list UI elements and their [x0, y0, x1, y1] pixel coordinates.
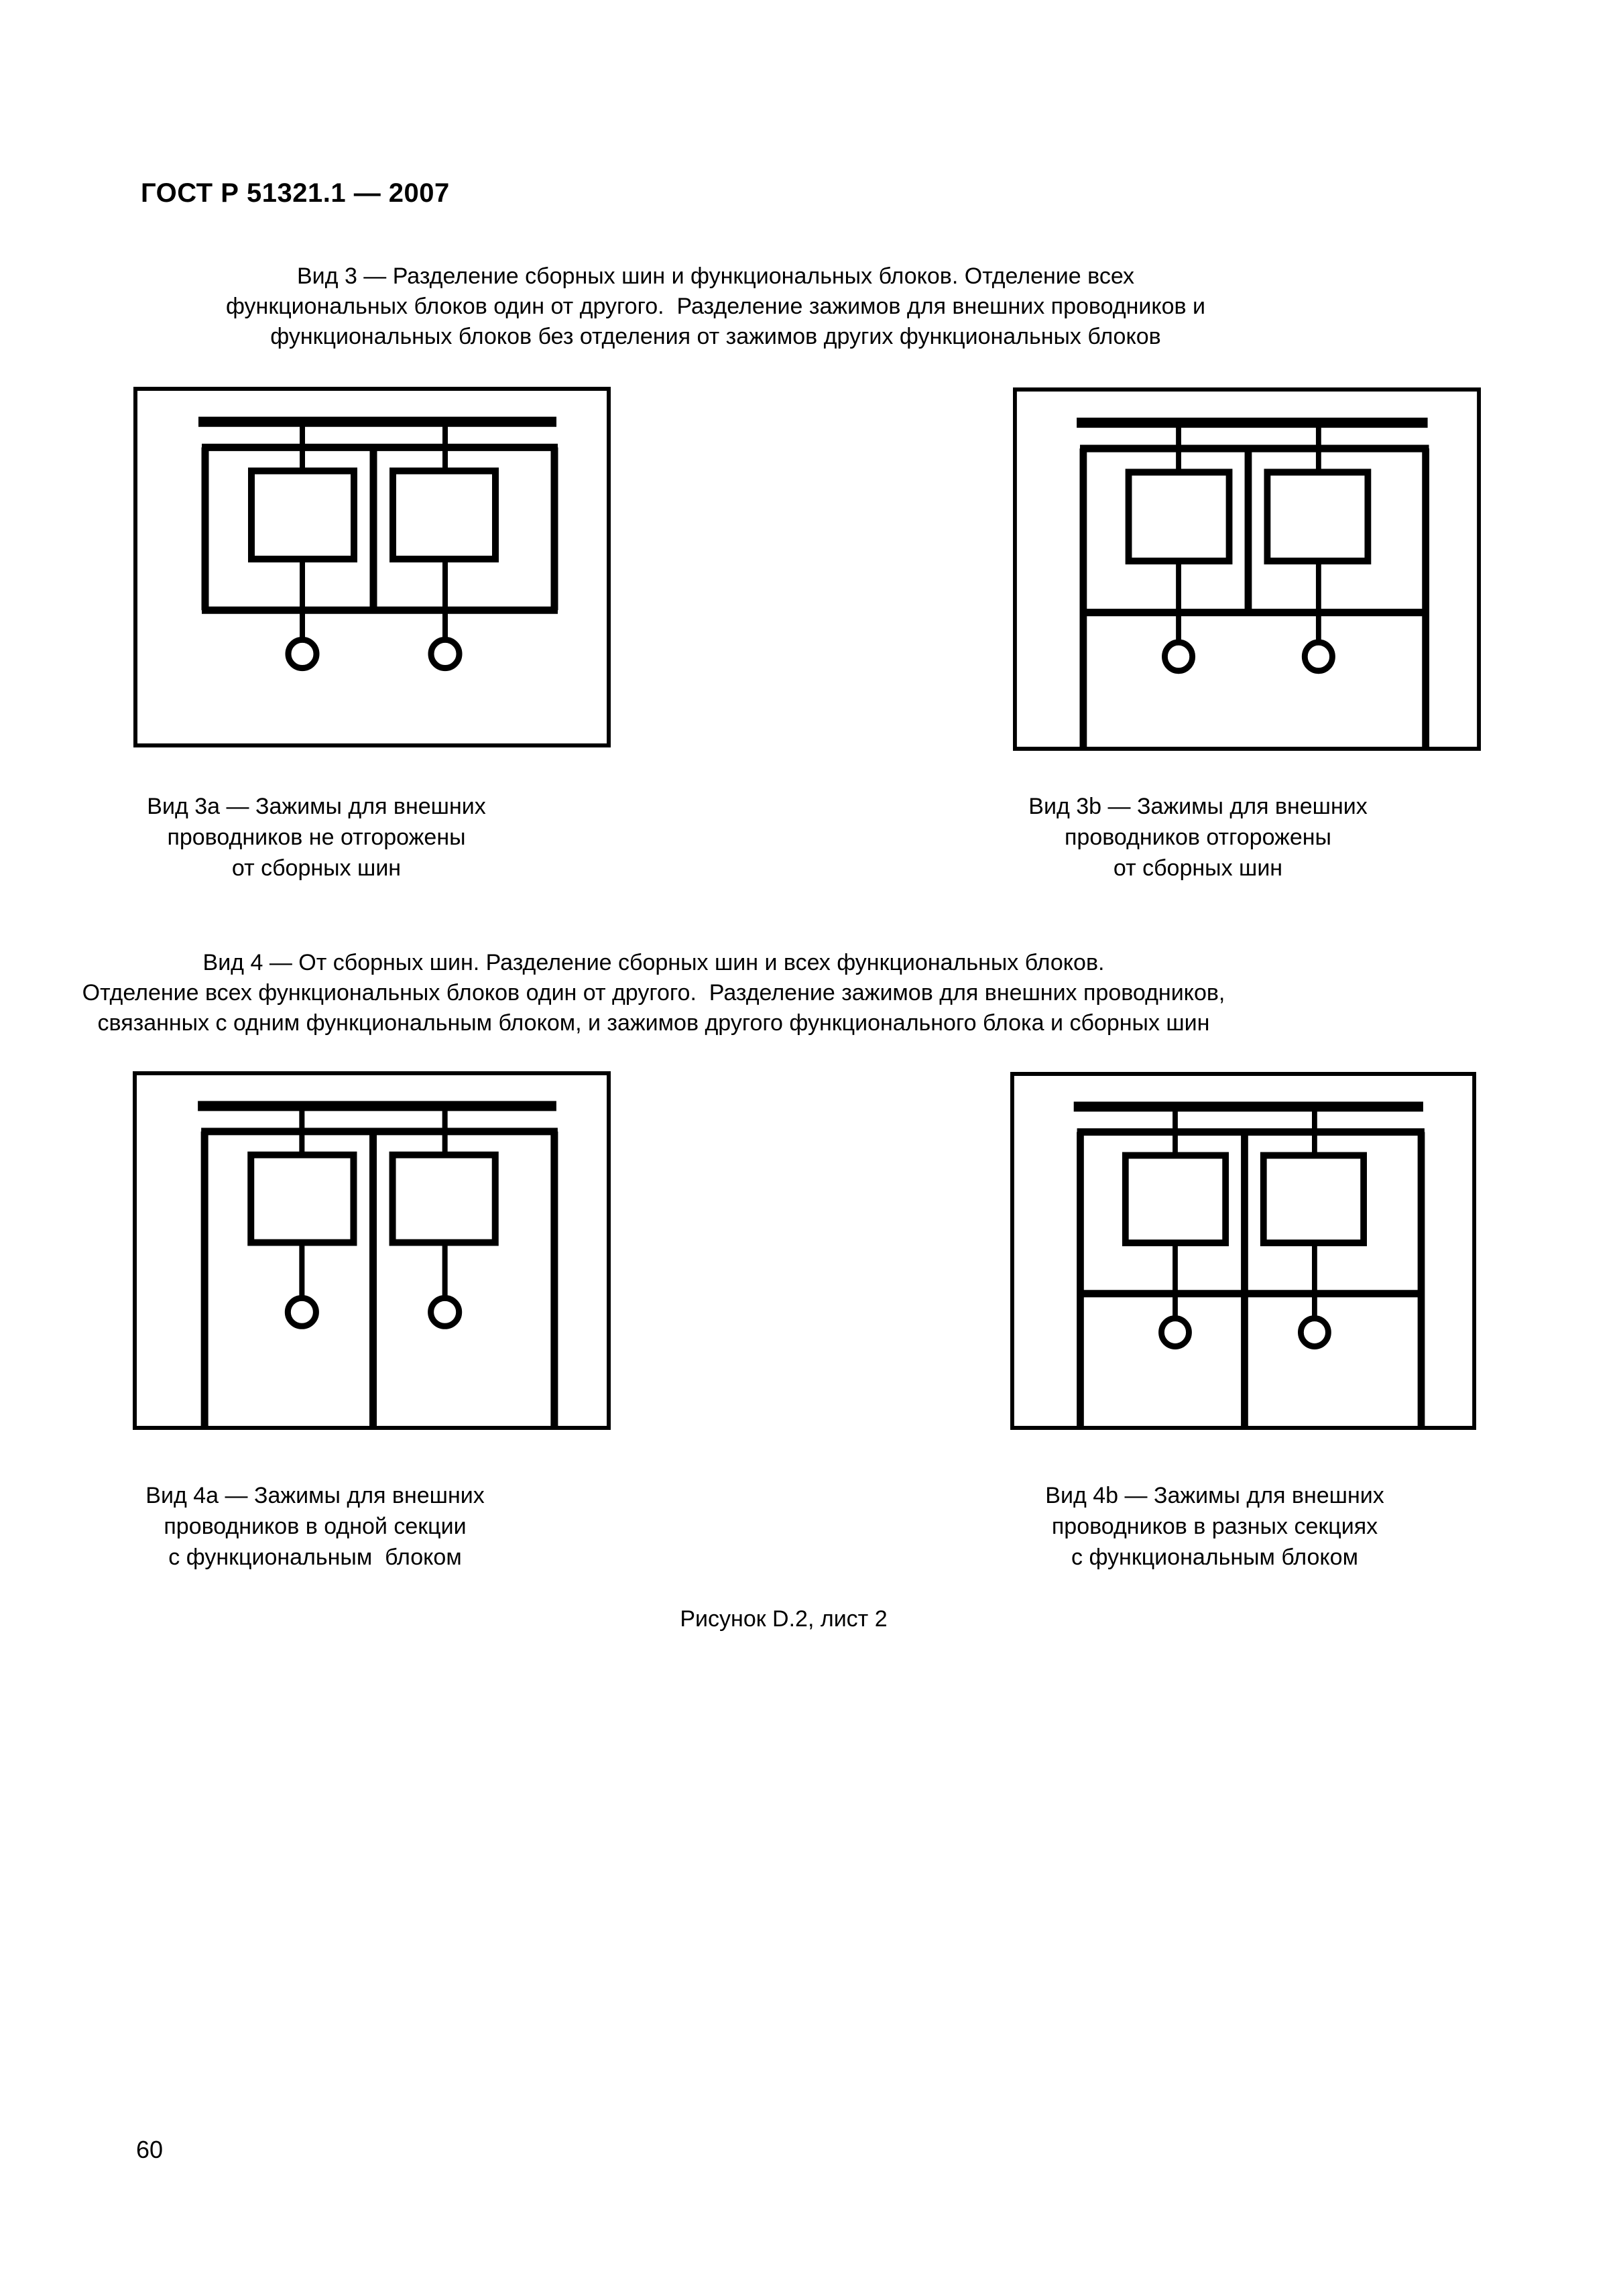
caption-view3-line2: функциональных блоков один от другого. Разделение зажимов для внешних проводников и [225, 294, 1206, 319]
external-terminal-left [1164, 642, 1192, 670]
caption-view3-line3: функциональных блоков без отделения от зажимов других функциональных блоков [270, 324, 1161, 349]
caption-view4b-line2: проводников в разных секциях [1051, 1514, 1378, 1539]
functional-block-right [393, 1155, 495, 1243]
functional-block-left [251, 471, 354, 558]
caption-view3-line1: Вид 3 — Разделение сборных шин и функциональных блоков. Отделение всех [297, 263, 1134, 289]
caption-view4 [57, 948, 1250, 1038]
functional-block-left [1129, 472, 1229, 560]
functional-block-right [1264, 1156, 1364, 1244]
diagram-view-3b [1013, 387, 1481, 751]
caption-view3a-line3: от сборных шин [231, 855, 402, 881]
external-terminal-left [288, 1298, 316, 1326]
caption-view4a-line3: с функциональным блоком [168, 1545, 462, 1570]
caption-view3b [997, 791, 1399, 884]
functional-block-right [393, 471, 495, 558]
external-terminal-right [1301, 1319, 1328, 1347]
external-terminal-right [431, 640, 459, 668]
caption-view4-line1: Вид 4 — От сборных шин. Разделение сборных шин и всех функциональных блоков. [202, 950, 1105, 975]
caption-view3b-line3: от сборных шин [1113, 855, 1283, 881]
caption-view4a-line1: Вид 4a — Зажимы для внешних [145, 1483, 485, 1508]
external-terminal-right [1305, 642, 1332, 670]
caption-view4a-line2: проводников в одной секции [164, 1514, 467, 1539]
caption-view3b-line2: проводников отгорожены [1065, 825, 1331, 850]
caption-view3a [115, 791, 518, 884]
diagram-view-3a [133, 387, 611, 747]
caption-view3a-line2: проводников не отгорожены [167, 825, 466, 850]
caption-view4-line3: связанных с одним функциональным блоком, и зажимов другого функционального блока и сборных шин [97, 1010, 1210, 1036]
diagram-view-4a [133, 1071, 611, 1430]
figure-caption: Рисунок D.2, лист 2 [680, 1606, 888, 1632]
caption-view4b-line3: с функциональным блоком [1071, 1545, 1358, 1570]
diagram-view-4b [1010, 1072, 1476, 1430]
caption-view4b [1014, 1480, 1416, 1573]
standard-designation: ГОСТ Р 51321.1 — 2007 [141, 178, 450, 208]
caption-view4-line2: Отделение всех функциональных блоков один от другого. Разделение зажимов для внешних проводников, [82, 980, 1225, 1006]
caption-view4b-line1: Вид 4b — Зажимы для внешних [1045, 1483, 1384, 1508]
external-terminal-left [288, 640, 316, 668]
caption-view3a-line1: Вид 3a — Зажимы для внешних [147, 794, 486, 819]
functional-block-right [1267, 472, 1368, 560]
caption-view3 [114, 261, 1317, 352]
functional-block-left [1126, 1156, 1225, 1244]
external-terminal-right [431, 1298, 459, 1326]
functional-block-left [251, 1155, 353, 1243]
external-terminal-left [1161, 1319, 1189, 1347]
page-number: 60 [136, 2136, 164, 2163]
caption-view4a [114, 1480, 516, 1573]
caption-view3b-line1: Вид 3b — Зажимы для внешних [1028, 794, 1368, 819]
